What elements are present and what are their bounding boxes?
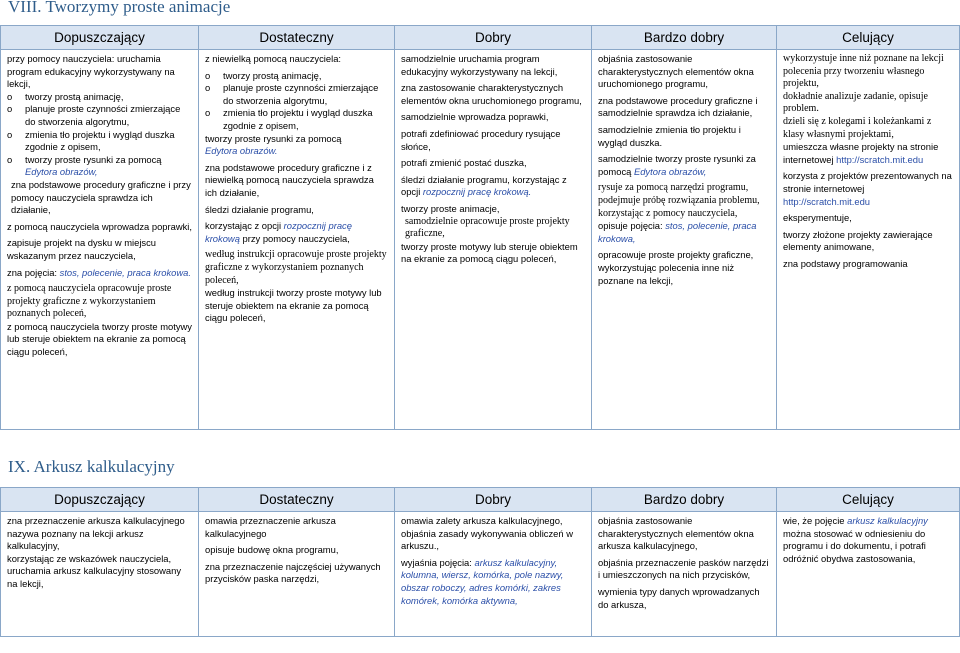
header-bardzo-dobry: Bardzo dobry: [592, 26, 777, 50]
requirement-text: wie, że pojęcie arkusz kalkulacyjny można stosować w odniesieniu do programu i do dokumentu, i potrafi odróżnić obydwa zastosowania,: [783, 515, 928, 564]
editor-name: Edytora obrazów,: [25, 166, 98, 178]
header-dostateczny: Dostateczny: [199, 26, 395, 50]
list-item: o planuje proste czynności zmierzające do stworzenia algorytmu,: [205, 82, 388, 107]
requirement-text: tworzy proste rysunki za pomocą: [205, 132, 342, 144]
requirement-text: śledzi działanie programu, korzystając z opcji rozpocznij pracę krokową.: [401, 173, 567, 198]
header-bardzo-dobry: Bardzo dobry: [592, 488, 777, 512]
cell-dobry: [395, 512, 592, 637]
requirement-text: wymienia typy danych wprowadzanych do arkusza,: [598, 585, 760, 610]
requirement-text: samodzielnie uruchamia program edukacyjny wykorzystywany na lekcji,: [401, 53, 558, 77]
header-dopuszczajacy: Dopuszczający: [1, 26, 199, 50]
requirement-text: rysuje za pomocą narzędzi programu, podejmuje próbę rozwiązania problemu, korzystając z pomocy nauczyciela,: [598, 182, 760, 219]
requirement-text: wykorzystując polecenia inne niż poznane na lekcji,: [598, 261, 735, 286]
requirement-text: objaśnia zastosowanie charakterystycznych elementów okna uruchomionego programu,: [598, 53, 754, 90]
header-dostateczny: Dostateczny: [199, 488, 395, 512]
spreadsheet-grade-table: [0, 487, 960, 637]
requirement-text: z pomocą nauczyciela tworzy proste motywy lub steruje obiektem na ekranie za pomocą ciągu poleceń,: [7, 320, 192, 358]
header-dobry: Dobry: [395, 26, 592, 50]
requirement-list: [7, 91, 192, 167]
requirement-text: zna podstawowe procedury graficzne i przy pomocy nauczyciela sprawdza ich działanie,: [11, 178, 191, 216]
requirement-text: zna przeznaczenie arkusza kalkulacyjnego nazywa poznany na lekcji arkusz kalkulacyjny,: [7, 515, 185, 552]
requirement-text: przy pomocy nauczyciela: uruchamia program edukacyjny wykorzystywany na lekcji,: [7, 53, 175, 90]
requirement-text: dokładnie analizuje zadanie, opisuje problem.: [783, 90, 928, 115]
requirement-text: umieszcza własne projekty na stronie internetowej http://scratch.mit.edu: [783, 141, 939, 165]
requirement-text: według instrukcji opracowuje proste projekty graficzne z wykorzystaniem poznanych poleceń,: [205, 249, 387, 286]
header-celujacy: Celujący: [777, 26, 960, 50]
requirement-text: dzieli się z kolegami i koleżankami z klasy własnymi projektami,: [783, 115, 932, 140]
list-item: o planuje proste czynności zmierzające do stworzenia algorytmu,: [7, 103, 192, 128]
section-title-animations: VIII. Tworzymy proste animacje: [8, 0, 231, 16]
list-item: o tworzy prostą animację,: [7, 91, 192, 104]
requirement-text: śledzi działanie programu,: [205, 203, 314, 215]
requirement-text: zna podstawy programowania: [783, 257, 908, 269]
requirement-text: zna pojęcia: stos, polecenie, praca krokowa.: [7, 266, 191, 278]
requirement-text: opracowuje proste projekty graficzne,: [598, 249, 754, 261]
editor-name: Edytora obrazów.: [205, 145, 278, 157]
requirement-text: według instrukcji tworzy proste motywy lub steruje obiektem na ekranie za pomocą ciągu poleceń,: [205, 287, 382, 324]
cell-dopuszczajacy: [1, 512, 199, 637]
list-item: o zmienia tło projektu i wygląd duszka zgodnie z opisem,: [205, 107, 388, 132]
term-name: arkusz kalkulacyjny: [847, 515, 928, 526]
requirement-text: objaśnia przeznaczenie pasków narzędzi i umieszczonych na nich przycisków,: [598, 556, 769, 581]
section-title-spreadsheet: IX. Arkusz kalkulacyjny: [8, 457, 175, 476]
term-list: stos, polecenie, praca krokowa,: [598, 220, 757, 244]
requirement-text: zna zastosowanie charakterystycznych elementów okna uruchomionego programu,: [401, 82, 582, 106]
requirement-text: samodzielnie tworzy proste rysunki za pomocą Edytora obrazów,: [598, 153, 756, 177]
requirement-text: zna podstawowe procedury graficzne i samodzielnie sprawdza ich działanie,: [598, 94, 758, 119]
requirement-text: tworzy proste motywy lub steruje obiektem na ekranie za pomocą ciągu poleceń,: [401, 240, 578, 265]
requirement-text: korzysta z projektów prezentowanych na stronie internetowej: [783, 170, 952, 194]
requirement-text: zna podstawowe procedury graficzne i z niewielką pomocą nauczyciela sprawdza ich działanie,: [205, 161, 374, 198]
requirement-text: z niewielką pomocą nauczyciela:: [205, 53, 342, 64]
cell-celujacy: [777, 50, 960, 430]
requirement-text: objaśnia zastosowanie charakterystycznych elementów okna arkusza kalkulacyjnego,: [598, 515, 754, 552]
animations-grade-table: [0, 25, 960, 430]
requirement-text: samodzielnie opracowuje proste projekty graficzne,: [405, 215, 570, 240]
cell-bardzo-dobry: [592, 512, 777, 637]
requirement-text: tworzy proste animacje,: [401, 202, 500, 214]
list-item: o tworzy proste rysunki za pomocą: [7, 154, 192, 167]
cell-dobry: [395, 50, 592, 430]
cell-dostateczny: [199, 512, 395, 637]
term-list: stos, polecenie, praca krokowa.: [59, 266, 191, 278]
cell-bardzo-dobry: [592, 50, 777, 430]
requirement-text: tworzy złożone projekty zawierające elementy animowane,: [783, 228, 933, 253]
requirement-text: opisuje budowę okna programu,: [205, 544, 339, 556]
requirement-text: potrafi zdefiniować procedury rysujące słońce,: [401, 127, 561, 152]
requirement-text: omawia przeznaczenie arkusza kalkulacyjnego: [205, 515, 336, 539]
header-celujacy: Celujący: [777, 488, 960, 512]
option-name: rozpocznij pracę krokową: [205, 220, 352, 244]
requirement-text: korzystając ze wskazówek nauczyciela, uruchamia arkusz kalkulacyjny stosowany na lekcji,: [7, 552, 182, 589]
requirement-text: omawia zalety arkusza kalkulacyjnego, objaśnia zasady wykonywania obliczeń w arkuszu.,: [401, 515, 573, 552]
term-list: arkusz kalkulacyjny, kolumna, wiersz, komórka, pole nazwy, obszar roboczy, adres komórki, zakres komórek, komórka aktywna,: [401, 556, 564, 606]
requirement-text: samodzielnie wprowadza poprawki,: [401, 111, 549, 123]
list-item: o tworzy prostą animację,: [205, 70, 388, 83]
requirement-text: samodzielnie zmienia tło projektu i wygląd duszka.: [598, 123, 741, 148]
requirement-list: [205, 70, 388, 133]
requirement-text: wykorzystuje inne niż poznane na lekcji polecenia przy tworzeniu własnego projektu,: [783, 53, 944, 90]
website-link[interactable]: http://scratch.mit.edu: [836, 153, 924, 165]
requirement-text: opisuje pojęcia: stos, polecenie, praca krokowa,: [598, 220, 757, 244]
cell-dopuszczajacy: [1, 50, 199, 430]
header-dobry: Dobry: [395, 488, 592, 512]
option-name: rozpocznij pracę krokową.: [422, 186, 532, 198]
requirement-text: wyjaśnia pojęcia: arkusz kalkulacyjny, kolumna, wiersz, komórka, pole nazwy, obszar roboczy, adres komórki, zakres komórek, komórka aktywna,: [401, 556, 564, 606]
requirement-text: z pomocą nauczyciela opracowuje proste projekty graficzne z wykorzystaniem poznanych poleceń,: [7, 283, 172, 320]
requirement-text: korzystając z opcji rozpocznij pracę krokową przy pomocy nauczyciela,: [205, 220, 352, 244]
editor-name: Edytora obrazów,: [633, 165, 707, 177]
list-item: o zmienia tło projektu i wygląd duszka zgodnie z opisem,: [7, 129, 192, 154]
requirement-text: z pomocą nauczyciela wprowadza poprawki,: [7, 220, 192, 232]
requirement-text: potrafi zmienić postać duszka,: [401, 157, 527, 169]
cell-celujacy: [777, 512, 960, 637]
website-link[interactable]: http://scratch.mit.edu: [783, 195, 871, 207]
header-dopuszczajacy: Dopuszczający: [1, 488, 199, 512]
requirement-text: zapisuje projekt na dysku w miejscu wskazanym przez nauczyciela,: [7, 237, 157, 261]
requirement-text: eksperymentuje,: [783, 212, 852, 224]
requirement-text: zna przeznaczenie najczęściej używanych przycisków paska narzędzi,: [205, 560, 381, 585]
cell-dostateczny: [199, 50, 395, 430]
